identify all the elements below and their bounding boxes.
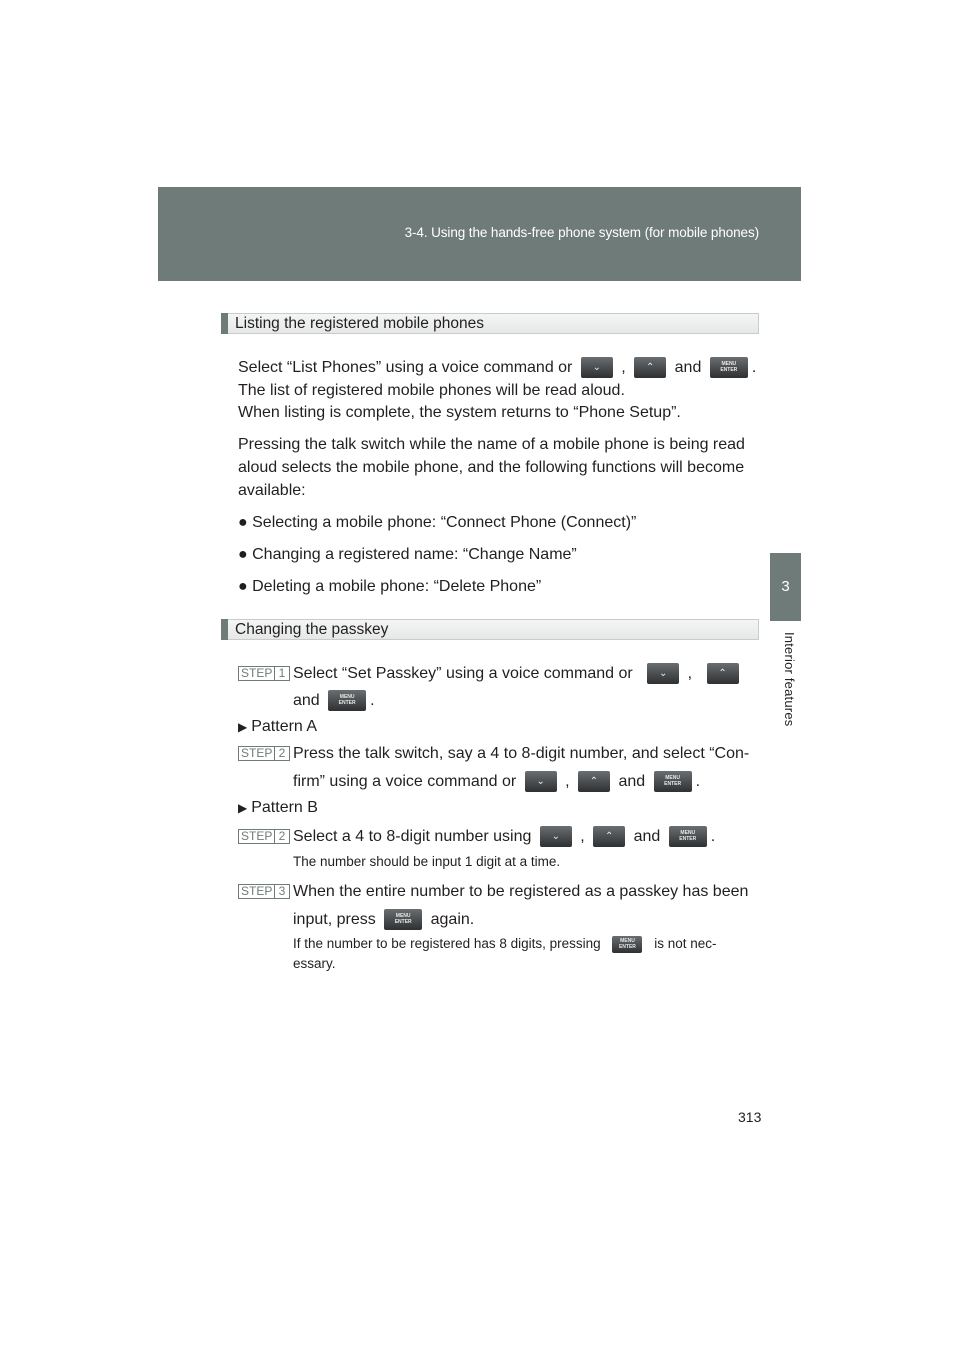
chevron-down-icon: ⌄ (658, 668, 668, 680)
paragraph-line: When listing is complete, the system returns to “Phone Setup”. (238, 404, 681, 421)
paragraph-line: available: (238, 482, 306, 499)
up-button-icon (707, 663, 739, 684)
bullet-item: ● Selecting a mobile phone: “Connect Phone (Connect)” (238, 514, 637, 531)
bullet-icon: ● (238, 578, 248, 595)
down-button-icon (581, 357, 613, 378)
bullet-icon: ● (238, 514, 248, 531)
step-line: Select “Set Passkey” using a voice command or ⌄ , ⌃ (293, 662, 743, 685)
menu-enter-button-icon: MENU ENTER (328, 690, 366, 711)
bullet-item: ● Changing a registered name: “Change Name” (238, 546, 577, 563)
bullet-icon: ● (238, 546, 248, 563)
paragraph-line: Select “List Phones” using a voice command or ⌄ , ⌃ and MENU ENTER . (238, 356, 756, 379)
menu-enter-button-icon: MENU ENTER (654, 771, 692, 792)
chapter-label: Interior features (782, 632, 797, 727)
chevron-down-icon: ⌄ (592, 362, 602, 374)
paragraph-line: Pressing the talk switch while the name of a mobile phone is being read (238, 436, 745, 453)
header-band (158, 187, 801, 281)
paragraph-line: The list of registered mobile phones will be read aloud. (238, 382, 625, 399)
pattern-label: ▶ Pattern B (238, 799, 318, 816)
menu-enter-button-icon: MENU ENTER (710, 357, 748, 378)
down-button-icon (525, 771, 557, 792)
step-line: Press the talk switch, say a 4 to 8-digit number, and select “Con- (293, 745, 750, 762)
down-button-icon (647, 663, 679, 684)
menu-enter-button-icon: MENU ENTER (669, 826, 707, 847)
step-badge: STEP 1 (238, 666, 290, 681)
menu-enter-button-icon: MENU ENTER (384, 909, 422, 930)
paragraph-line: aloud selects the mobile phone, and the following functions will become (238, 459, 745, 476)
running-header: 3-4. Using the hands-free phone system (for mobile phones) (404, 225, 759, 240)
chevron-up-icon: ⌃ (718, 668, 727, 680)
pattern-label: ▶ Pattern A (238, 718, 318, 735)
step-line: firm” using a voice command or ⌄ , ⌃ and MENU ENTER . (293, 770, 700, 793)
triangle-icon: ▶ (238, 801, 248, 815)
step-note: essary. (293, 956, 336, 971)
chevron-up-icon: ⌃ (646, 362, 655, 374)
step-badge: STEP 2 (238, 829, 290, 844)
menu-enter-button-icon: MENU ENTER (612, 936, 642, 953)
step-note: If the number to be registered has 8 digits, pressing MENU ENTER is not nec- (293, 936, 717, 951)
step-line: Select a 4 to 8-digit number using ⌄ , ⌃ and MENU ENTER . (293, 825, 715, 848)
down-button-icon (540, 826, 572, 847)
step-badge: STEP 2 (238, 746, 290, 761)
chevron-up-icon: ⌃ (604, 831, 614, 843)
section-heading-listing: Listing the registered mobile phones (221, 313, 759, 334)
step-note: The number should be input 1 digit at a time. (293, 854, 561, 869)
step-line: input, press MENU ENTER again. (293, 908, 474, 931)
triangle-icon: ▶ (238, 720, 248, 734)
step-badge: STEP 3 (238, 884, 290, 899)
step-line: When the entire number to be registered as a passkey has been (293, 883, 749, 900)
section-heading-passkey: Changing the passkey (221, 619, 759, 640)
chapter-tab: 3 (770, 553, 801, 621)
page-number: 313 (738, 1109, 762, 1125)
chevron-down-icon: ⌄ (536, 776, 545, 788)
up-button-icon (593, 826, 625, 847)
up-button-icon (578, 771, 610, 792)
bullet-item: ● Deleting a mobile phone: “Delete Phone” (238, 578, 542, 595)
up-button-icon (634, 357, 666, 378)
chevron-up-icon: ⌃ (589, 776, 599, 788)
step-line: and MENU ENTER . (293, 689, 375, 712)
chevron-down-icon: ⌄ (551, 831, 560, 843)
